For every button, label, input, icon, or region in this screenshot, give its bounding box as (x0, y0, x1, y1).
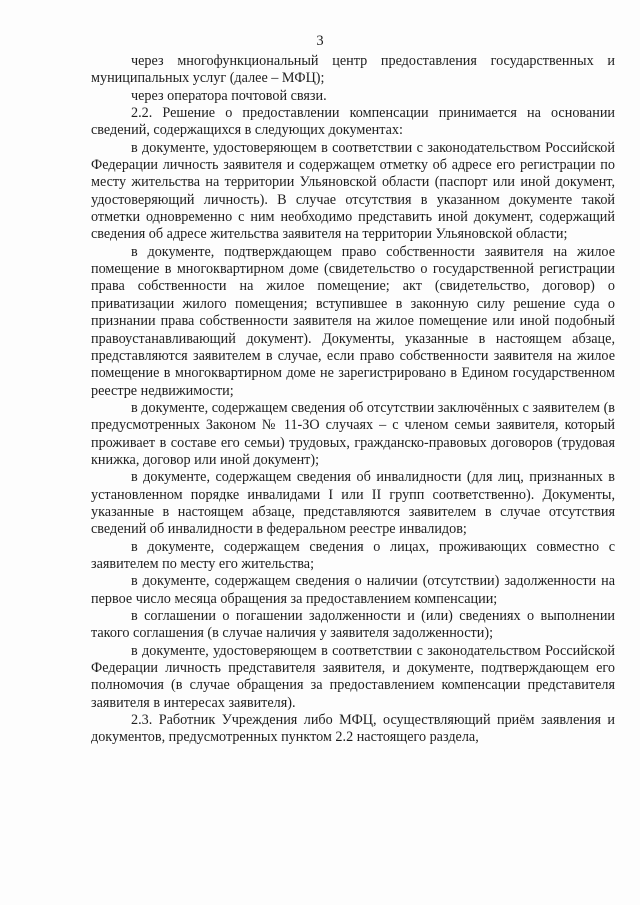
page-number: 3 (316, 33, 324, 49)
paragraph-2-3: 2.3. Работник Учреждения либо МФЦ, осуществляющий приём заявления и документов, предусмотренных пунктом 2.2 настоящего раздела, (91, 712, 615, 746)
paragraph-identity-document: в документе, удостоверяющем в соответствии с законодательством Российской Федерации личность заявителя и содержащем отметку об адресе его регистрации по месту жительства на территории Ульяновской области (паспорт или иной документ, удостоверяющий личность). В случае отсутствия в указанном документе такой отметки одновременно с ним необходимо представить иной документ, содержащий сведения об адресе жительства заявителя на территории Ульяновской области; (91, 139, 615, 243)
paragraph-representative-document: в документе, удостоверяющем в соответствии с законодательством Российской Федерации личность представителя заявителя, и документе, подтверждающем его полномочия (в случае обращения за предоставлением компенсации представителя заявителя в интересах заявителя). (91, 642, 615, 711)
paragraph-2-2: 2.2. Решение о предоставлении компенсации принимается на основании сведений, содержащихся в следующих документах: (91, 105, 615, 139)
paragraph-debt-agreement: в соглашении о погашении задолженности и (или) сведениях о выполнении такого соглашения (в случае наличия у заявителя задолженности); (91, 608, 615, 642)
paragraph-employment-document: в документе, содержащем сведения об отсутствии заключённых с заявителем (в предусмотренных Законом № 11-ЗО случаях – с членом семьи заявителя, который проживает в составе его семьи) трудовых, гражданско-правовых договоров (трудовая книжка, договор или иной документ); (91, 399, 615, 468)
document-body (91, 53, 615, 747)
paragraph-ownership-document: в документе, подтверждающем право собственности заявителя на жилое помещение в многоквартирном доме (свидетельство о государственной регистрации права собственности на жилое помещение; акт (свидетельство, договор) о приватизации жилого помещения; вступившее в законную силу решение суда о признании права собственности заявителя на жилое помещение или иной подобный правоустанавливающий документ). Документы, указанные в настоящем абзаце, представляются заявителем в случае, если право собственности заявителя на жилое помещение в многоквартирном доме не зарегистрировано в Едином государственном реестре недвижимости; (91, 243, 615, 399)
paragraph-disability-document: в документе, содержащем сведения об инвалидности (для лиц, признанных в установленном порядке инвалидами I или II групп соответственно). Документы, указанные в настоящем абзаце, представляются заявителем в случае отсутствия сведений об инвалидности в федеральном реестре инвалидов; (91, 469, 615, 538)
paragraph-cohabitants-document: в документе, содержащем сведения о лицах, проживающих совместно с заявителем по месту его жительства; (91, 538, 615, 572)
paragraph-postal: через оператора почтовой связи. (131, 87, 327, 104)
paragraph-debt-document: в документе, содержащем сведения о наличии (отсутствии) задолженности на первое число месяца обращения за предоставлением компенсации; (91, 573, 615, 607)
paragraph-mfc: через многофункциональный центр предоставления государственных и муниципальных услуг (далее – МФЦ); (91, 53, 615, 87)
